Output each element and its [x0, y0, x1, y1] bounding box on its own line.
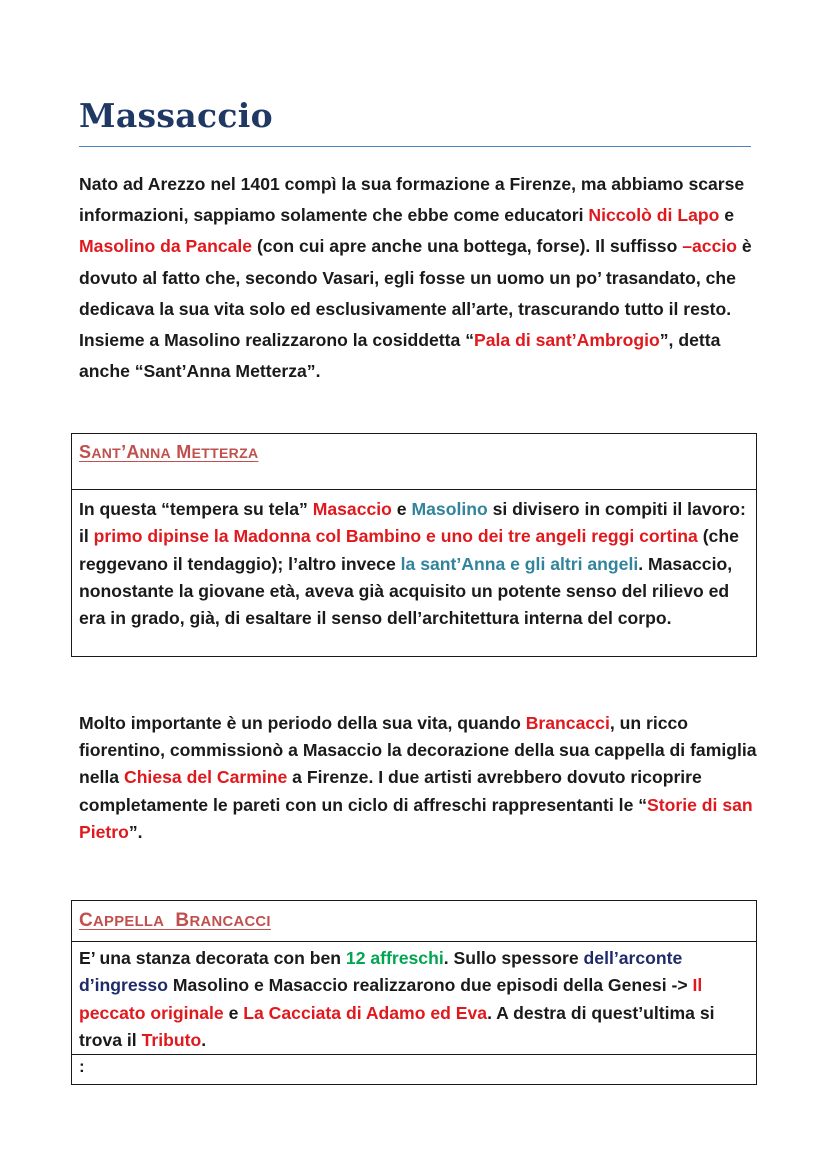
highlight-masolino-da-pancale: Masolino da Pancale	[79, 236, 253, 257]
title-underline-rule	[79, 146, 751, 147]
intro-text: e	[719, 205, 735, 226]
box-text: . Masaccio, nonostante la giovane età, aveva già acquisito un potente senso del rilievo ed era in grado, già, di esaltare il senso dell’architettura interna del corpo.	[79, 553, 733, 629]
paragraph-text: , un ricco fiorentino, commissionò a Masaccio la decorazione della sua cappella di famiglia nella	[79, 713, 757, 788]
box-text: e	[391, 499, 412, 519]
box-header	[72, 434, 756, 490]
highlight-primo-dipinse: primo dipinse la Madonna col Bambino e uno dei tre angeli reggi cortina	[93, 526, 698, 547]
page-title: Massaccio	[79, 96, 273, 135]
box-text: . Sullo spessore	[443, 948, 584, 968]
highlight-storie-di-san-pietro: Storie di san Pietro	[79, 794, 753, 842]
highlight-peccato-originale: Il peccato originale	[79, 975, 703, 1023]
intro-text: è dovuto al fatto che, secondo Vasari, egli fosse un uomo un po’ trasandato, che dedicava la sua vita solo ed esclusivamente all’arte, trascurando tutto il resto. Insieme a Masolino realizzarono la cosiddetta “	[79, 236, 752, 351]
highlight-pala-di-santambrogio: Pala di sant’Ambrogio	[474, 330, 660, 351]
sant-anna-metterza-box	[71, 433, 757, 657]
box-text: (che reggevano il tendaggio); l’altro invece	[79, 526, 739, 574]
box-text: .	[201, 1029, 207, 1050]
intro-text: ”, detta anche “Sant’Anna Metterza”.	[79, 330, 721, 382]
highlight-masolino: Masolino	[411, 499, 488, 519]
intro-text: Nato ad Arezzo nel 1401 compì la sua formazione a Firenze, ma abbiamo scarse informazioni, sappiamo solamente che ebbe come educatori	[79, 174, 745, 226]
paragraph-text: ”.	[128, 821, 143, 842]
brancacci-paragraph	[79, 710, 759, 846]
box-text: In questa “tempera su tela”	[79, 499, 313, 519]
box-header	[72, 901, 756, 942]
box-text: si divisero in compiti il lavoro: il	[79, 499, 746, 547]
intro-text: (con cui apre anche una bottega, forse). Il suffisso	[252, 236, 683, 257]
box-text: E’ una stanza decorata con ben	[79, 948, 346, 968]
box-note-colon: :	[79, 1057, 85, 1076]
box-row-divider	[72, 1054, 756, 1055]
highlight-tributo: Tributo	[141, 1029, 202, 1050]
highlight-cacciata-adamo-eva: La Cacciata di Adamo ed Eva	[243, 1002, 488, 1023]
box-text: Masolino e Masaccio realizzarono due episodi della Genesi ->	[167, 975, 693, 996]
box-body-text	[79, 496, 755, 632]
box-text: e	[223, 1002, 244, 1023]
cappella-brancacci-box	[71, 900, 757, 1085]
highlight-niccolo-di-lapo: Niccolò di Lapo	[588, 205, 720, 226]
box-text: . A destra di quest’ultima si trova il	[79, 1002, 715, 1050]
highlight-santanna-angeli: la sant’Anna e gli altri angeli	[400, 553, 639, 574]
box-body-text	[79, 945, 755, 1054]
paragraph-text: a Firenze. I due artisti avrebbero dovuto ricoprire completamente le pareti con un ciclo di affreschi rappresentanti le “	[79, 767, 702, 815]
highlight-masaccio: Masaccio	[312, 499, 392, 519]
intro-paragraph	[79, 169, 769, 387]
highlight-arconte-dingresso: dell’arconte d’ingresso	[79, 948, 683, 996]
box-title-cappella-brancacci: CAPPELLA BRANCACCI	[79, 910, 271, 931]
highlight-chiesa-del-carmine: Chiesa del Carmine	[123, 767, 288, 788]
highlight-brancacci: Brancacci	[525, 713, 610, 733]
highlight-12-affreschi: 12 affreschi	[345, 948, 444, 968]
paragraph-text: Molto importante è un periodo della sua vita, quando	[79, 713, 526, 733]
box-title-sant-anna-metterza: SANT’ANNA METTERZA	[79, 442, 259, 462]
highlight-accio-suffix: –accio	[682, 236, 737, 257]
